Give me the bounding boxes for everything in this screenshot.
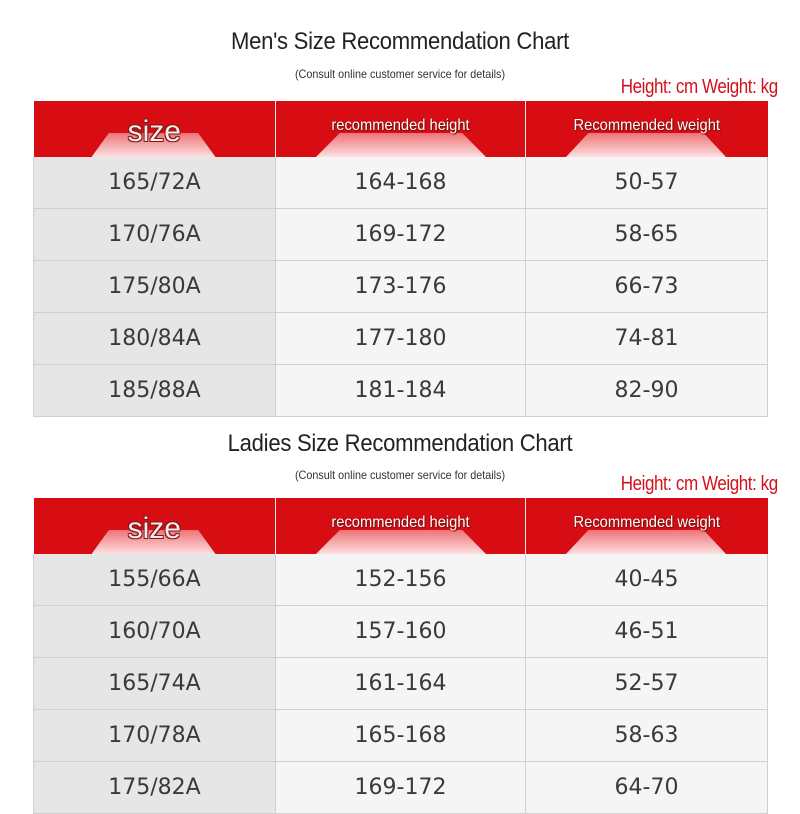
size-cell: 165/74A <box>34 658 276 710</box>
header-size: size <box>34 101 276 157</box>
height-cell: 169-172 <box>276 209 526 261</box>
header-size: size <box>34 498 276 554</box>
height-cell: 177-180 <box>276 313 526 365</box>
table-header-row <box>34 498 768 554</box>
weight-cell: 46-51 <box>526 606 768 658</box>
weight-cell: 74-81 <box>526 313 768 365</box>
size-cell: 170/78A <box>34 710 276 762</box>
table-header-row <box>34 101 768 157</box>
table-row <box>34 554 768 606</box>
size-cell: 170/76A <box>34 209 276 261</box>
ladies-chart-title: Ladies Size Recommendation Chart <box>227 430 573 457</box>
table-row <box>34 365 768 417</box>
header-recommended-height: recommended height <box>276 498 526 554</box>
table-row <box>34 710 768 762</box>
size-cell: 160/70A <box>34 606 276 658</box>
header-recommended-weight: Recommended weight <box>526 101 768 157</box>
header-recommended-height: recommended height <box>276 101 526 157</box>
size-cell: 175/82A <box>34 762 276 814</box>
table-row <box>34 762 768 814</box>
table-row <box>34 313 768 365</box>
table-row <box>34 658 768 710</box>
height-cell: 152-156 <box>276 554 526 606</box>
height-cell: 161-164 <box>276 658 526 710</box>
height-cell: 164-168 <box>276 157 526 209</box>
mens-unit-note: Height: cm Weight: kg <box>620 76 778 98</box>
weight-cell: 58-63 <box>526 710 768 762</box>
weight-cell: 82-90 <box>526 365 768 417</box>
mens-chart-subtitle: (Consult online customer service for details) <box>294 67 506 81</box>
height-cell: 157-160 <box>276 606 526 658</box>
ladies-size-table <box>33 498 768 814</box>
weight-cell: 64-70 <box>526 762 768 814</box>
size-cell: 155/66A <box>34 554 276 606</box>
height-cell: 173-176 <box>276 261 526 313</box>
size-cell: 180/84A <box>34 313 276 365</box>
size-cell: 175/80A <box>34 261 276 313</box>
weight-cell: 52-57 <box>526 658 768 710</box>
height-cell: 169-172 <box>276 762 526 814</box>
mens-size-table <box>33 101 768 417</box>
ladies-unit-note: Height: cm Weight: kg <box>620 473 778 495</box>
table-row <box>34 157 768 209</box>
table-row <box>34 209 768 261</box>
size-cell: 165/72A <box>34 157 276 209</box>
ladies-chart-subtitle: (Consult online customer service for details) <box>294 468 506 482</box>
table-row <box>34 261 768 313</box>
mens-chart-title: Men's Size Recommendation Chart <box>230 28 570 55</box>
header-recommended-weight: Recommended weight <box>526 498 768 554</box>
weight-cell: 50-57 <box>526 157 768 209</box>
weight-cell: 40-45 <box>526 554 768 606</box>
table-row <box>34 606 768 658</box>
weight-cell: 58-65 <box>526 209 768 261</box>
weight-cell: 66-73 <box>526 261 768 313</box>
height-cell: 181-184 <box>276 365 526 417</box>
size-cell: 185/88A <box>34 365 276 417</box>
height-cell: 165-168 <box>276 710 526 762</box>
